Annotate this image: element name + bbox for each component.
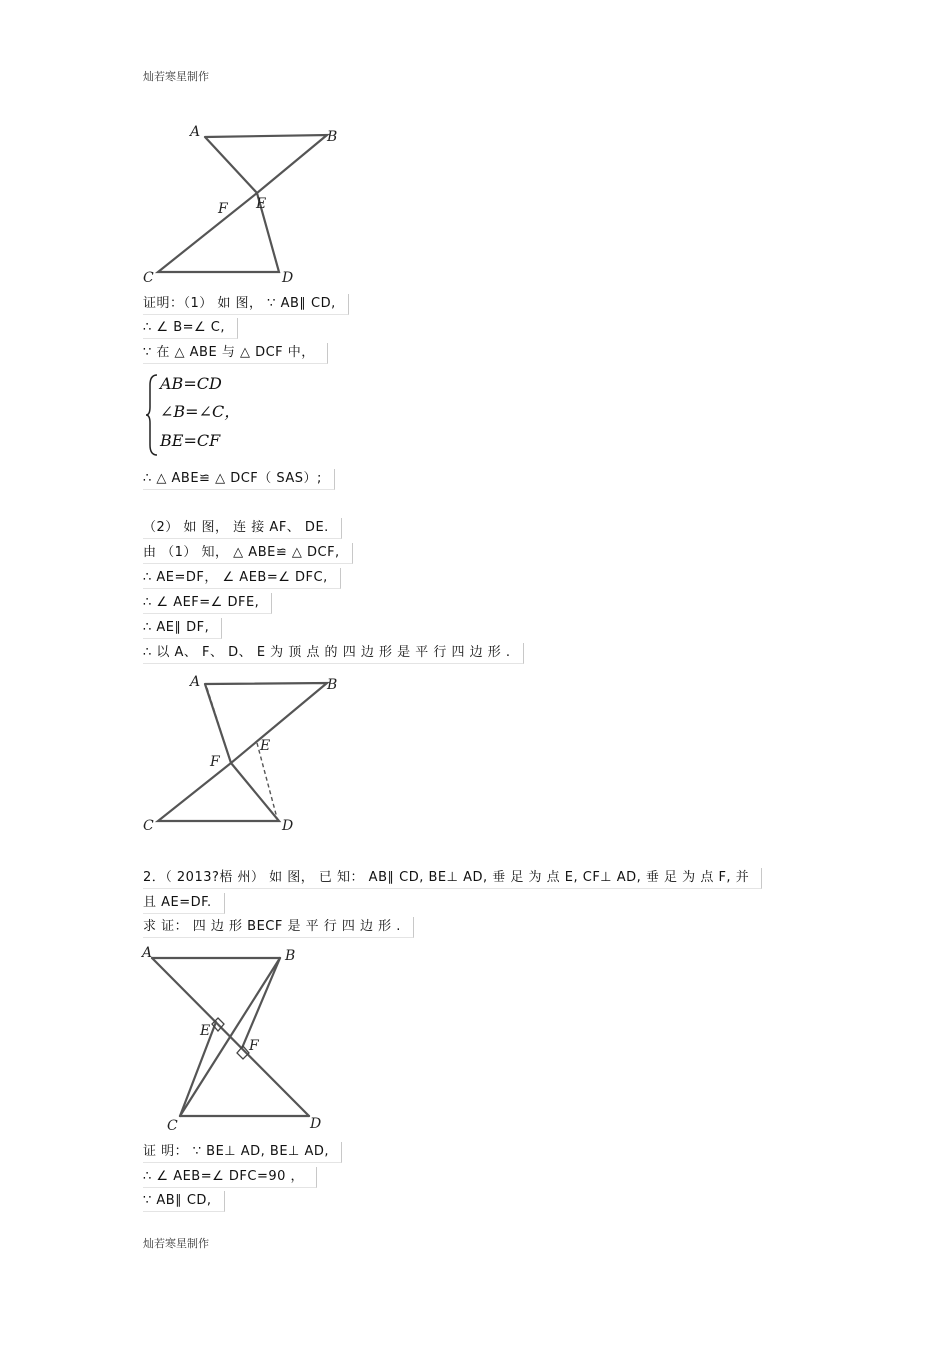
- problem2-line-3: 求 证： 四 边 形 BECF 是 平 行 四 边 形 .: [143, 917, 414, 938]
- figure-3-label-f: F: [249, 1038, 259, 1054]
- proof3-line-2: ∴ ∠ AEB=∠ DFC=90 ，: [143, 1167, 317, 1188]
- system-line-1: AB=CD: [160, 374, 222, 393]
- proof1-line-2: ∴ ∠ B=∠ C,: [143, 318, 238, 339]
- figure-2-label-b: B: [327, 677, 338, 693]
- figure-2-label-c: C: [143, 818, 154, 834]
- figure-3-label-d: D: [310, 1116, 322, 1132]
- system-brace: [145, 373, 159, 457]
- figure-2-label-e: E: [260, 738, 271, 754]
- proof1-line-3: ∵ 在 △ ABE 与 △ DCF 中，: [143, 343, 328, 364]
- page-header: 灿若寒星制作: [143, 70, 209, 83]
- system-line-3: BE=CF: [160, 431, 221, 450]
- proof2-line-6: ∴ 以 A、 F、 D、 E 为 顶 点 的 四 边 形 是 平 行 四 边 形 .: [143, 643, 524, 664]
- figure-1-label-b: B: [327, 129, 338, 145]
- page-footer: 灿若寒星制作: [143, 1237, 209, 1250]
- proof1-line-1: 证明：（1） 如 图， ∵ AB∥ CD,: [143, 294, 349, 315]
- figure-2-label-f: F: [210, 754, 220, 770]
- figure-1-label-a: A: [190, 124, 201, 140]
- system-line-2: ∠B=∠C，: [160, 402, 241, 421]
- proof2-line-5: ∴ AE∥ DF,: [143, 618, 222, 639]
- figure-2-diagram: [140, 670, 360, 840]
- figure-3-label-e: E: [200, 1023, 211, 1039]
- figure-3-label-b: B: [285, 948, 296, 964]
- figure-1-label-e: E: [256, 196, 267, 212]
- figure-3-diagram: [140, 942, 340, 1137]
- proof1-conclusion: ∴ △ ABE≌ △ DCF（ SAS）;: [143, 469, 335, 490]
- proof2-line-1: （2） 如 图， 连 接 AF、 DE.: [143, 518, 342, 539]
- proof2-line-3: ∴ AE=DF， ∠ AEB=∠ DFC,: [143, 568, 341, 589]
- figure-1-label-c: C: [143, 270, 154, 286]
- figure-2-label-d: D: [282, 818, 294, 834]
- figure-3-label-a: A: [142, 945, 153, 961]
- problem2-line-2: 且 AE=DF.: [143, 893, 225, 914]
- figure-1-diagram: [140, 120, 360, 290]
- proof3-line-3: ∵ AB∥ CD,: [143, 1191, 225, 1212]
- figure-1-label-d: D: [282, 270, 294, 286]
- proof2-line-4: ∴ ∠ AEF=∠ DFE,: [143, 593, 272, 614]
- problem2-line-1: 2．（ 2013?梧 州） 如 图， 已 知： AB∥ CD, BE⊥ AD, 垂 足 为 点 E, CF⊥ AD, 垂 足 为 点 F, 并: [143, 868, 762, 889]
- figure-3-label-c: C: [167, 1118, 178, 1134]
- proof2-line-2: 由 （1） 知， △ ABE≌ △ DCF,: [143, 543, 353, 564]
- figure-2-label-a: A: [190, 674, 201, 690]
- proof3-line-1: 证 明： ∵ BE⊥ AD, BE⊥ AD,: [143, 1142, 342, 1163]
- figure-1-label-f: F: [218, 201, 228, 217]
